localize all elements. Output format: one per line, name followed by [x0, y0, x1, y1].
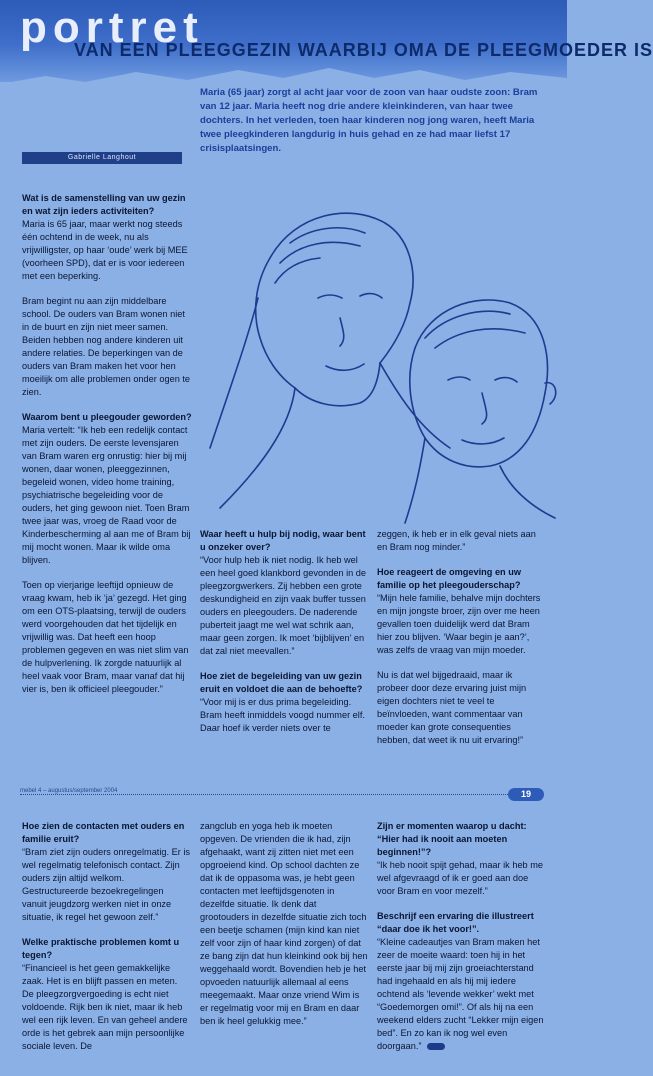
column-3: [377, 528, 545, 759]
answer-paragraph: Maria vertelt: “Ik heb een redelijk contact met zijn ouders. De eerste levensjaren van Bram waren erg onrustig: hier bij mij wonen, daar wonen, pleeggezinnen, begeleid wonen, video home training, psychiatrische begeleiding voor de ouders, het ging gewoon niet. Toen Bram twee jaar was, vroeg de Raad voor de Kinderbescherming al aan me of Bram bij mij mocht wonen. Maar ik wilde oma blijven.: [22, 425, 191, 565]
bottom-column-3: [377, 820, 545, 1065]
answer-paragraph: zeggen, ik heb er in elk geval niets aan en Bram nog minder.”: [377, 529, 536, 552]
answer-paragraph: “Financieel is het geen gemakkelijke zaak. Het is en blijft passen en meten. De pleegzorgvergoeding is echt niet voldoende. Rijk ben ik niet, maar ik heb wel een rijk leven. En van geheel andere orde is het gebrek aan mijn persoonlijke sociale leven. De: [22, 963, 188, 1051]
question-heading: Hoe ziet de begeleiding van uw gezin eruit en voldoet die aan de behoefte?: [200, 671, 363, 694]
question-heading: Beschrijf een ervaring die illustreert “daar doe ik het voor!”.: [377, 911, 534, 934]
footer-issue-text: mebel 4 – augustus/september 2004: [20, 788, 121, 794]
portrait-sketch-illustration: [200, 188, 560, 530]
bottom-column-1: [22, 820, 190, 1065]
answer-text: “Kleine cadeautjes van Bram maken het zeer de moeite waard: toen hij in het eerste jaar bij mij zijn groeiachterstand had ingehaald en als hij mij iedere ochtend als ‘levende wekker’ wekt met “Goedemorgen omi!”. Of als hij na een weekend elders zucht “Lekker mijn eigen bed”. En zo kan ik nog wel even doorgaan.”: [377, 937, 544, 1051]
question-heading: Wat is de samenstelling van uw gezin en wat zijn ieders activiteiten?: [22, 193, 186, 216]
answer-paragraph-last: [377, 936, 545, 1053]
answer-paragraph: “Mijn hele familie, behalve mijn dochters en mijn jongste broer, zijn over me heen gevallen toen duidelijk werd dat Bram hier zou blijven. ‘Waar begin je aan?’, was zelfs de vraag van mijn moeder.: [377, 593, 541, 655]
page-title: portret: [20, 3, 204, 52]
answer-paragraph: Bram begint nu aan zijn middelbare school. De ouders van Bram wonen niet in de buurt en zijn niet meer samen. Beiden hebben nog andere kinderen uit andere relaties. De beperkingen van de ouders van Bram maken het voor hen moeilijk om alle problemen onder ogen te zien.: [22, 296, 191, 397]
question-heading: Hoe zien de contacten met ouders en familie eruit?: [22, 821, 185, 844]
answer-paragraph: “Ik heb nooit spijt gehad, maar ik heb me wel afgevraagd of ik er goed aan doe voor Bram en voor mezelf.”: [377, 860, 543, 896]
page-subtitle: VAN EEN PLEEGGEZIN WAARBIJ OMA DE PLEEGMOEDER IS: [74, 40, 653, 60]
answer-paragraph: Nu is dat wel bijgedraaid, maar ik probeer door deze ervaring juist mijn eigen dochters niet te veel te beïnvloeden, want commentaar van moeder kan grote consequenties hebben, dat weet ik nu uit ervaring!”: [377, 670, 527, 745]
author-bar: Gabrielle Langhout: [22, 152, 182, 164]
page-number-badge: 19: [508, 788, 544, 801]
answer-paragraph: “Voor hulp heb ik niet nodig. Ik heb wel een heel goed klankbord gevonden in de pleegzorgwerkers. Zij hebben een grote deskundigheid en zijn vaak buffer tussen ouders en pleegouders. De naderende puberteit jaagt me wel wat schrik aan, maar geen zorgen. Ik moet ‘bijblijven’ en dat zal niet meevallen.”: [200, 555, 367, 656]
question-heading: Welke praktische problemen komt u tegen?: [22, 937, 180, 960]
intro-text: Maria (65 jaar) zorgt al acht jaar voor de zoon van haar oudste zoon: Bram van 12 jaar. Maria heeft nog drie andere kleinkinderen, van haar twee dochters. In het verleden, toen haar kinderen nog jong waren, heeft Maria twee pleegkinderen langdurig in huis gehad en ze had maar liefst 17 crisisplaatsingen.: [200, 87, 538, 154]
column-1: [22, 192, 192, 708]
page-divider: [20, 794, 520, 795]
question-heading: Waarom bent u pleegouder geworden?: [22, 412, 192, 422]
answer-paragraph: zangclub en yoga heb ik moeten opgeven. De vrienden die ik had, zijn afgehaakt, want zij zitten niet met een opgroeiend kind. Op school dachten ze dat ik de oppasoma was, je hebt geen contacten met leeftijdsgenoten in dezelfde situatie. Ik denk dat grootouders in dezelfde situatie zich toch een beetje schamen (mijn kind kan niet zelf voor zijn of haar kind zorgen) of dat ze bang zijn dat hun kleinkind ook bij hen weggehaald wordt. Bovendien heb je het opvoeden natuurlijk allemaal al eens meegemaakt. Maar onze vriend Wim is er regelmatig voor mij en Bram en daar ben ik heel gelukkig mee.”: [200, 821, 368, 1026]
answer-paragraph: Maria is 65 jaar, maar werkt nog steeds één ochtend in de week, nu als vrijwilligster, op haar ‘oude’ werk bij MEE (voorheen SPD), dat er is voor iedereen met een beperking.: [22, 219, 188, 281]
bottom-column-2: [200, 820, 368, 1040]
answer-paragraph: “Voor mij is er dus prima begeleiding. Bram heeft inmiddels voogd nummer elf. Daar hoef ik verder niets over te: [200, 697, 365, 733]
end-of-article-mark: [427, 1043, 445, 1050]
question-heading: Hoe reageert de omgeving en uw familie op het pleegouderschap?: [377, 567, 521, 590]
question-heading: Waar heeft u hulp bij nodig, waar bent u onzeker over?: [200, 529, 366, 552]
answer-paragraph: Toen op vierjarige leeftijd opnieuw de vraag kwam, heb ik ‘ja’ gezegd. Het ging om een OTS-plaatsing, terwijl de ouders werd voorgehouden dat het tijdelijk en vrijwillig was. Dat heeft een hoop problemen gegeven en was niet slim van de hulpverlening. Ik zorgde natuurlijk al heel vaak voor Bram, maar vanaf dat hij vier is, ben ik officieel pleegouder.”: [22, 580, 189, 694]
question-heading: Zijn er momenten waarop u dacht: “Hier had ik nooit aan moeten beginnen!”?: [377, 821, 527, 857]
column-2: [200, 528, 368, 747]
answer-paragraph: “Bram ziet zijn ouders onregelmatig. Er is wel regelmatig telefonisch contact. Zijn ouders zijn altijd welkom. Gestructureerde bezoekregelingen vanuit jeugdzorg werken niet in onze situatie, ik regel het gewoon zelf.”: [22, 847, 190, 922]
